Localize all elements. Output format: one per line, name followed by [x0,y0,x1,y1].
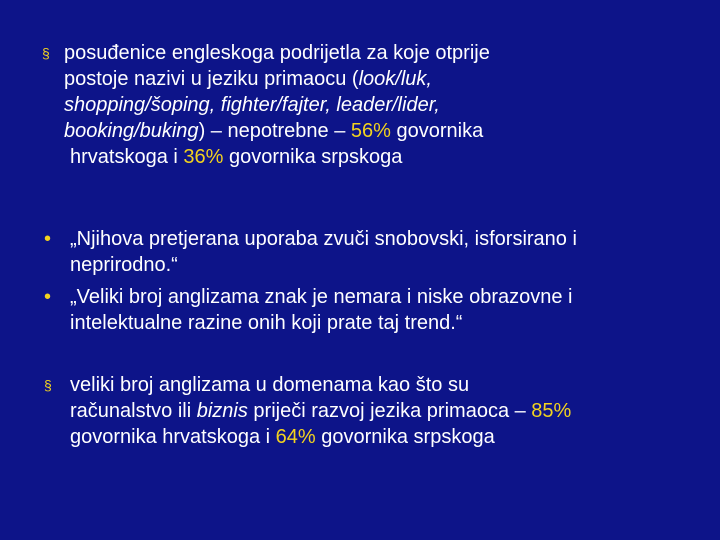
square-bullet-1: § [42,45,50,61]
item4-line2-mid: priječi razvoj jezika primaoca – [247,400,532,422]
item1-line4-text: ) – nepotrebne – [198,120,351,142]
item4-line3 [70,424,571,450]
item1-line1: posuđenice engleskoga podrijetla za koje otprije [64,42,490,64]
item4-line3-tail: govornika srpskoga [315,426,495,448]
item3-line2: intelektualne razine onih koji prate taj trend.“ [70,312,463,334]
item4-line3-text: govornika hrvatskoga i [70,426,276,448]
bullet-item-loanwords [64,40,490,170]
item1-line4-tail: govornika [390,120,484,142]
item4-line2-text: računalstvo ili [70,400,197,422]
item1-line5 [64,144,490,170]
percent-64: 64% [275,426,316,448]
bullet-item-domains [70,372,571,450]
bullet-item-quote-snobbish [70,226,577,278]
item4-line1: veliki broj anglizama u domenama kao što su [70,374,470,396]
item1-line4-italic: booking/buking [64,120,199,142]
item3-line1: „Veliki broj anglizama znak je nemara i niske obrazovne i [70,286,573,308]
item2-line1: „Njihova pretjerana uporaba zvuči snobovski, isforsirano i [70,228,577,250]
item1-line4 [64,118,490,144]
percent-85: 85% [531,400,572,422]
item1-line5-text: hrvatskoga i [70,146,184,168]
dot-bullet-2: • [44,286,52,308]
percent-56: 56% [350,120,391,142]
item1-line2 [64,66,490,92]
item1-line5-tail: govornika srpskoga [223,146,403,168]
item4-line2 [70,398,571,424]
item1-line3: shopping/šoping, fighter/fajter, leader/lider, [64,94,440,116]
bullet-item-quote-negligence [70,284,572,336]
item4-line2-italic: biznis [196,400,248,422]
dot-bullet-1: • [44,228,52,250]
square-bullet-2: § [44,377,52,393]
percent-36: 36% [183,146,224,168]
item1-line2-italic: look/luk, [358,68,432,90]
item2-line2: neprirodno.“ [70,254,178,276]
item1-line2-text: postoje nazivi u jeziku primaocu ( [64,68,359,90]
